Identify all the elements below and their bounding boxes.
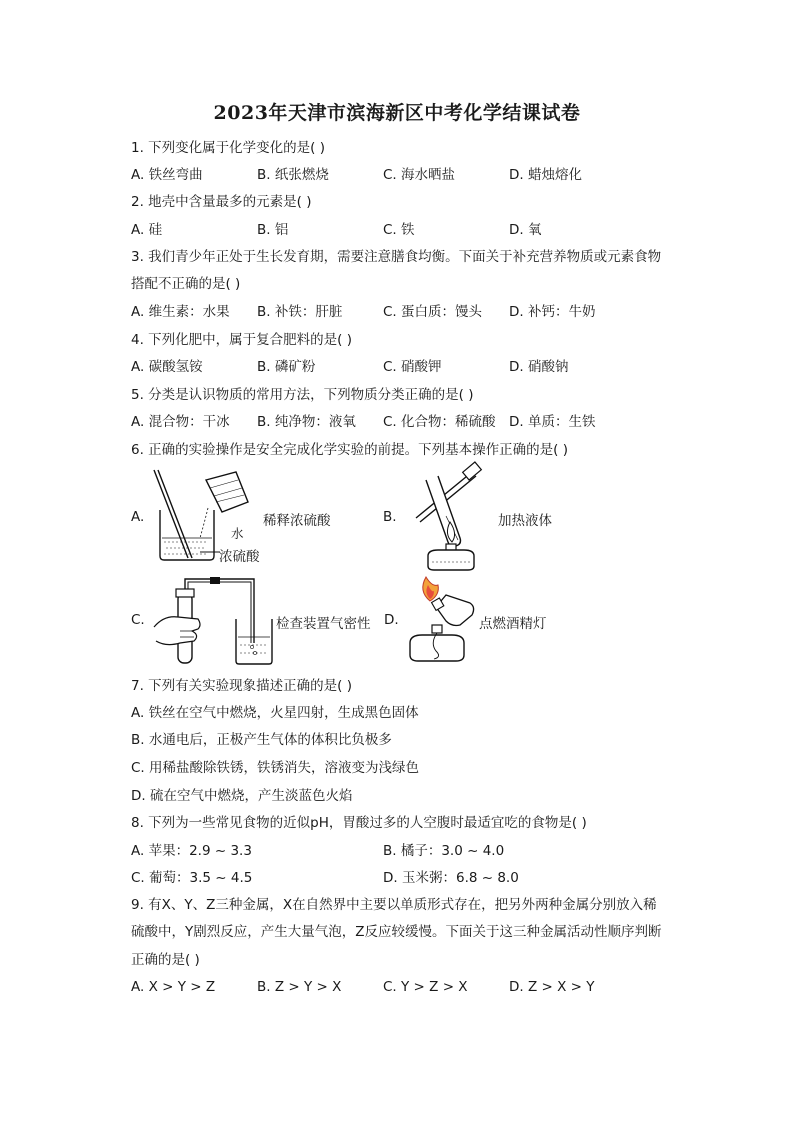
option-a[interactable]: A. 混合物：干冰 [131, 414, 230, 430]
figure-a-caption: 稀释浓硫酸 [263, 513, 331, 529]
option-b[interactable]: B. 橘子：3.0 ~ 4.0 [383, 843, 505, 859]
option-d[interactable]: D. 补钙：牛奶 [509, 304, 596, 320]
figure-b-caption: 加热液体 [498, 513, 552, 529]
question-1-stem: 1. 下列变化属于化学变化的是( ) [131, 140, 325, 156]
option-c[interactable]: C. 化合物：稀硫酸 [383, 414, 496, 430]
option-c[interactable]: C. 用稀盐酸除铁锈，铁锈消失，溶液变为浅绿色 [131, 760, 420, 776]
option-b[interactable]: B. 纯净物：液氧 [257, 414, 356, 430]
option-a[interactable]: A. 铁丝在空气中燃烧，火星四射，生成黑色固体 [131, 705, 419, 721]
question-7-stem: 7. 下列有关实验现象描述正确的是( ) [131, 678, 352, 694]
option-a[interactable]: A. 维生素：水果 [131, 304, 230, 320]
question-4-stem: 4. 下列化肥中，属于复合肥料的是( ) [131, 332, 352, 348]
question-8-stem: 8. 下列为一些常见食物的近似pH，胃酸过多的人空腹时最适宜吃的食物是( ) [131, 815, 587, 831]
figure-d-caption: 点燃酒精灯 [479, 616, 547, 632]
figure-a-label[interactable]: A. [131, 509, 145, 525]
option-b[interactable]: B. 磷矿粉 [257, 359, 316, 375]
question-6-stem: 6. 正确的实验操作是安全完成化学实验的前提。下列基本操作正确的是( ) [131, 442, 568, 458]
option-d[interactable]: D. 单质：生铁 [509, 414, 596, 430]
option-b[interactable]: B. Z > Y > X [257, 979, 342, 995]
question-2-stem: 2. 地壳中含量最多的元素是( ) [131, 194, 312, 210]
light-lamp-figure [400, 573, 482, 665]
heating-liquid-figure [398, 466, 498, 574]
option-d[interactable]: D. 硫在空气中燃烧，产生淡蓝色火焰 [131, 788, 353, 804]
option-c[interactable]: C. 海水晒盐 [383, 167, 456, 183]
option-d[interactable]: D. Z > X > Y [509, 979, 595, 995]
question-9-stem: 9. 有X、Y、Z三种金属，X在自然界中主要以单质形式存在，把另外两种金属分别放入稀 [131, 897, 657, 913]
option-c[interactable]: C. 葡萄：3.5 ~ 4.5 [131, 870, 253, 886]
figure-c-caption: 检查装置气密性 [276, 616, 371, 632]
question-5-stem: 5. 分类是认识物质的常用方法，下列物质分类正确的是( ) [131, 387, 474, 403]
option-d[interactable]: D. 蜡烛熔化 [509, 167, 582, 183]
option-a[interactable]: A. 苹果：2.9 ~ 3.3 [131, 843, 252, 859]
question-3-stem: 3. 我们青少年正处于生长发育期，需要注意膳食均衡。下面关于补充营养物质或元素食物 [131, 249, 662, 265]
option-d[interactable]: D. 硝酸钠 [509, 359, 569, 375]
option-d[interactable]: D. 玉米粥：6.8 ~ 8.0 [383, 870, 519, 886]
option-b[interactable]: B. 铝 [257, 222, 289, 238]
question-9-stem-cont2: 正确的是( ) [131, 952, 200, 968]
option-a[interactable]: A. 碳酸氢铵 [131, 359, 203, 375]
option-c[interactable]: C. 铁 [383, 222, 415, 238]
option-b[interactable]: B. 水通电后，正极产生气体的体积比负极多 [131, 732, 392, 748]
figure-c-label[interactable]: C. [131, 612, 145, 628]
page-title: 2023年天津市滨海新区中考化学结课试卷 [213, 102, 581, 124]
option-a[interactable]: A. X > Y > Z [131, 979, 216, 995]
option-b[interactable]: B. 纸张燃烧 [257, 167, 329, 183]
figure-b-label[interactable]: B. [383, 509, 397, 525]
option-b[interactable]: B. 补铁：肝脏 [257, 304, 343, 320]
option-c[interactable]: C. Y > Z > X [383, 979, 468, 995]
option-d[interactable]: D. 氧 [509, 222, 542, 238]
option-a[interactable]: A. 硅 [131, 222, 163, 238]
airtightness-figure [152, 575, 277, 667]
option-a[interactable]: A. 铁丝弯曲 [131, 167, 203, 183]
option-c[interactable]: C. 蛋白质：馒头 [383, 304, 483, 320]
concentrated-acid-label: 浓硫酸 [219, 549, 260, 565]
option-c[interactable]: C. 硝酸钾 [383, 359, 442, 375]
question-9-stem-cont: 硫酸中，Y剧烈反应，产生大量气泡，Z反应较缓慢。下面关于这三种金属活动性顺序判断 [131, 924, 662, 940]
figure-d-label[interactable]: D. [384, 612, 399, 628]
question-3-stem-cont: 搭配不正确的是( ) [131, 276, 241, 292]
water-label: 水 [231, 526, 244, 541]
